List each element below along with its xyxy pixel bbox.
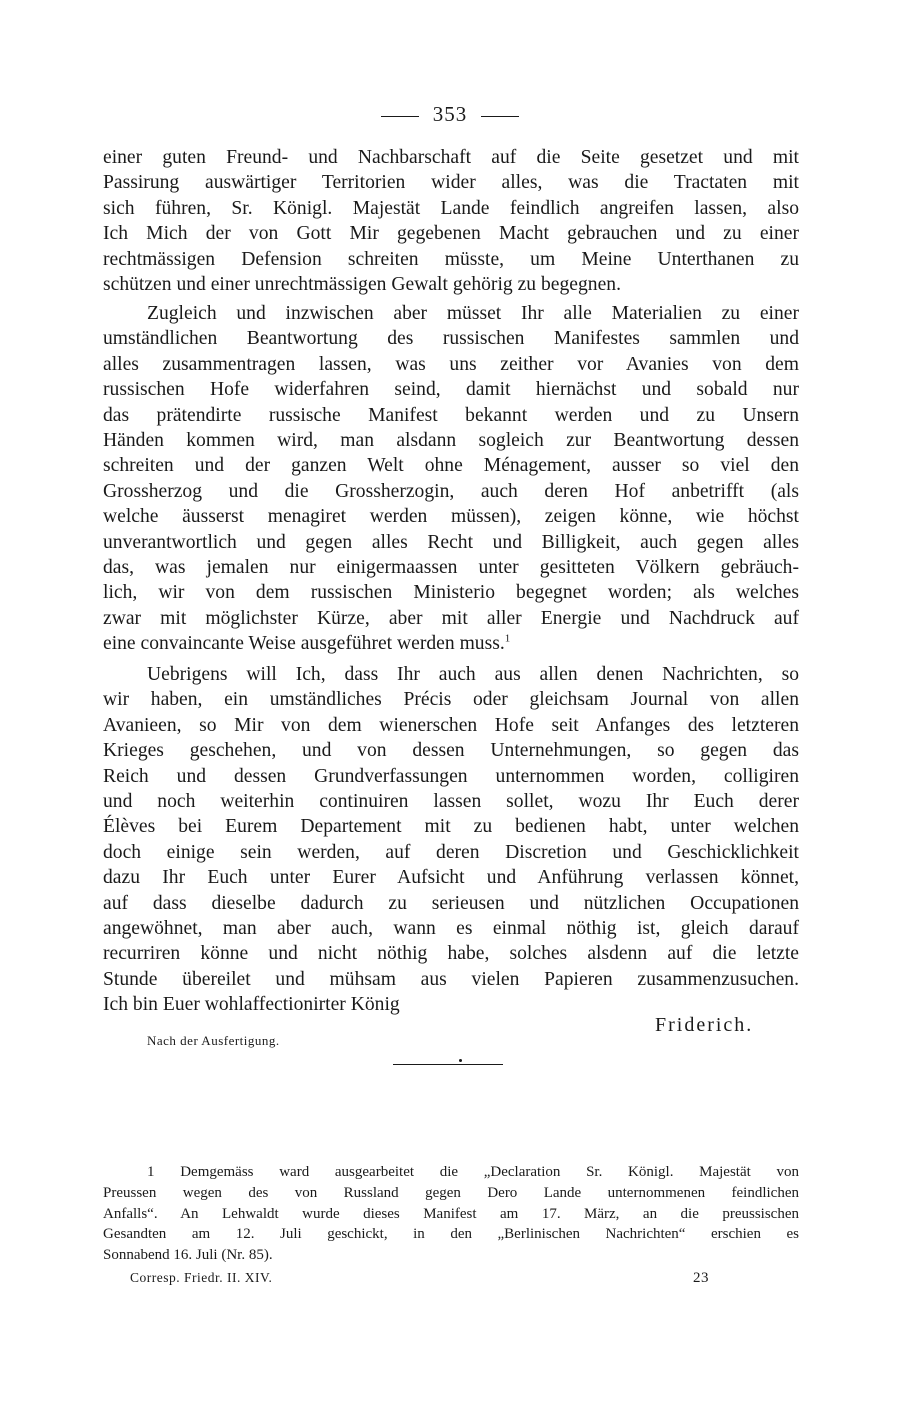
- text-line: das, was jemalen nur einigermaassen unter gesitteten Völkern gebräuch-: [103, 557, 799, 579]
- footnote-line: Sonnabend 16. Juli (Nr. 85).: [103, 1247, 273, 1264]
- text-line: Ich bin Euer wohlaffectionirter König: [103, 994, 400, 1016]
- text-line: alles zusammentragen lassen, was uns zeither vor Avanies von dem: [103, 353, 799, 375]
- text-line: Stunde übereilet und mühsam aus vielen Papieren zusammenzusuchen.: [103, 968, 799, 990]
- text-line: welche äusserst menagiret werden müssen), zeigen könne, wie höchst: [103, 506, 799, 528]
- text-line: zwar mit möglichster Kürze, aber mit aller Energie und Nachdruck auf: [103, 607, 799, 629]
- signature: Friderich.: [655, 1014, 754, 1036]
- text-line: einer guten Freund- und Nachbarschaft auf die Seite gesetzet und mit: [103, 147, 799, 168]
- text-line: unverantwortlich und gegen alles Recht und Billigkeit, auch gegen alles: [103, 531, 799, 553]
- text-line: Grossherzog und die Grossherzogin, auch deren Hof anbetrifft (als: [103, 480, 799, 502]
- text-line: schützen und einer unrechtmässigen Gewalt gehörig zu begegnen.: [103, 274, 621, 296]
- footer-source: Corresp. Friedr. II. XIV.: [130, 1270, 273, 1285]
- page-footer: [130, 1270, 710, 1286]
- footnote-marker: 1: [504, 632, 511, 645]
- text-line: angewöhnet, man aber auch, wann es einmal nöthig ist, gleich darauf: [103, 918, 799, 940]
- text-line: Uebrigens will Ich, dass Ihr auch aus allen denen Nachrichten, so: [147, 664, 799, 685]
- text-line: schreiten und der ganzen Welt ohne Ménagement, ausser so viel den: [103, 455, 799, 477]
- text-line: Händen kommen wird, man alsdann sogleich zur Beantwortung dessen: [103, 430, 799, 452]
- text-line: Passirung auswärtiger Territorien wider alles, was die Tractaten mit: [103, 172, 799, 194]
- source-note: Nach der Ausfertigung.: [147, 1033, 280, 1048]
- footnote: [103, 1162, 799, 1266]
- text-line: sich führen, Sr. Königl. Majestät Lande feindlich angreifen lassen, also: [103, 197, 799, 219]
- paragraph-2: [103, 301, 799, 657]
- text-line: Zugleich und inzwischen aber müsset Ihr alle Materialien zu einer: [147, 303, 799, 324]
- text-line: russischen Hofe widerfahren seind, damit hiernächst und sobald nur: [103, 379, 799, 401]
- page-header: [0, 102, 900, 127]
- paragraph-3: [103, 662, 799, 1018]
- footnote-line: Anfalls“. An Lehwaldt wurde dieses Manifest am 17. März, an die preussischen: [103, 1205, 799, 1222]
- text-line: Avanieen, so Mir von dem wienerschen Hofe seit Anfanges des letzteren: [103, 714, 799, 736]
- text-line: Élèves bei Eurem Departement mit zu bedienen habt, unter welchen: [103, 816, 799, 838]
- text-line: Reich und dessen Grundverfassungen unternommen worden, colligiren: [103, 765, 799, 787]
- text-line: dazu Ihr Euch unter Eurer Aufsicht und Anführung verlassen könnet,: [103, 867, 799, 889]
- text-line: recurriren könne und nicht nöthig habe, solches alsdenn auf die letzte: [103, 943, 799, 965]
- header-dash-right: [481, 116, 519, 117]
- text-line: lich, wir von dem russischen Ministerio begegnet worden; als welches: [103, 582, 799, 604]
- text-line: auf dass dieselbe dadurch zu serieusen und nützlichen Occupationen: [103, 892, 799, 914]
- text-line: und noch weiterhin continuiren lassen sollet, wozu Ihr Euch derer: [103, 791, 799, 813]
- text-line: eine convaincante Weise ausgeführet werden muss.: [103, 633, 505, 655]
- text-line: umständlichen Beantwortung des russischen Manifestes sammlen und: [103, 328, 799, 350]
- end-dot: [459, 1059, 462, 1062]
- text-line: Krieges geschehen, und von dessen Unternehmungen, so gegen das: [103, 740, 799, 762]
- footnote-line: 1 Demgemäss ward ausgearbeitet die „Declaration Sr. Königl. Majestät von: [147, 1164, 799, 1180]
- footnote-line: Gesandten am 12. Juli geschickt, in den „Berlinischen Nachrichten“ erschien es: [103, 1226, 799, 1243]
- page-number: 353: [432, 102, 468, 126]
- text-line: das prätendirte russische Manifest bekannt werden und zu Unsern: [103, 404, 799, 426]
- header-dash-left: [381, 116, 419, 117]
- text-line: Ich Mich der von Gott Mir gegebenen Macht gebrauchen und zu einer: [103, 223, 799, 245]
- paragraph-1: [103, 145, 799, 297]
- text-line: doch einige sein werden, auf deren Discretion und Geschicklichkeit: [103, 841, 799, 863]
- footnote-line: Preussen wegen des von Russland gegen Dero Lande unternommenen feindlichen: [103, 1184, 799, 1201]
- text-line-with-footnote: [103, 631, 799, 656]
- text-line: wir haben, ein umständliches Précis oder gleichsam Journal von allen: [103, 689, 799, 711]
- signature-mark: 23: [693, 1270, 709, 1286]
- end-rule: [393, 1064, 503, 1065]
- text-line: rechtmässigen Defension schreiten müsste, um Meine Unterthanen zu: [103, 248, 799, 270]
